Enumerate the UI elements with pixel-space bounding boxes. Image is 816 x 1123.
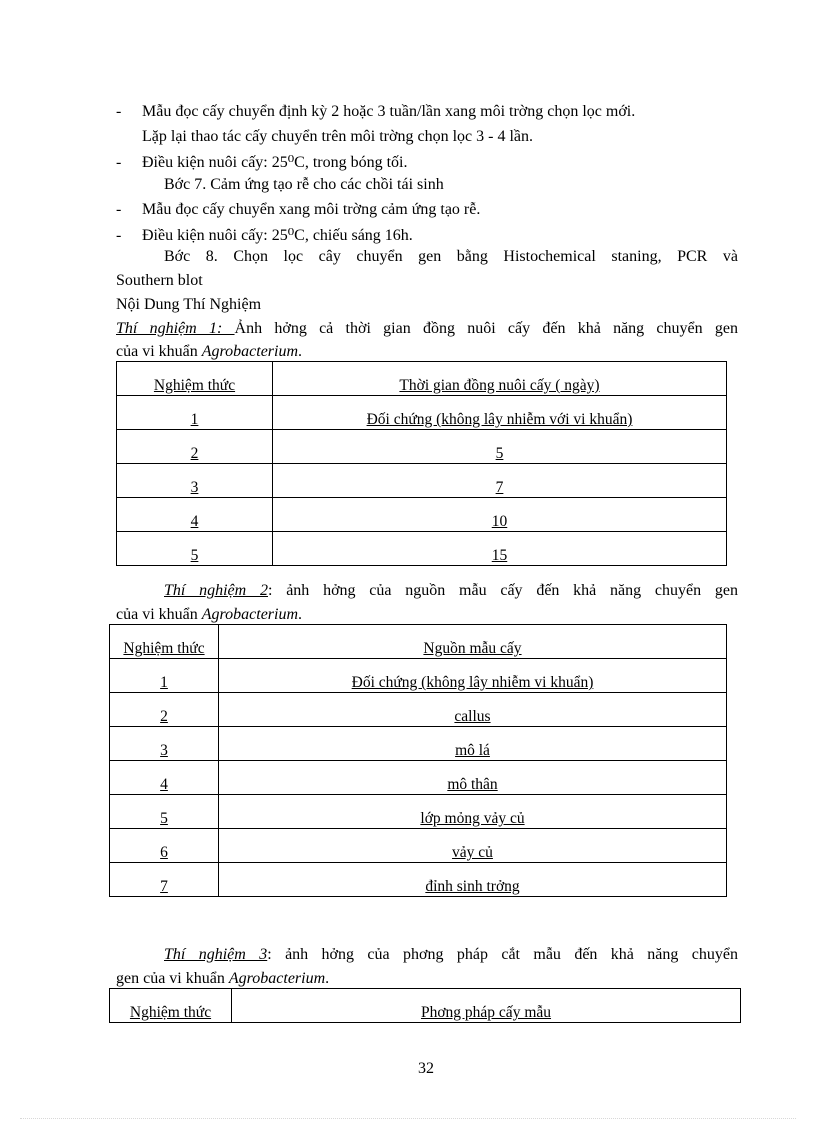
table-cell: 10	[273, 498, 727, 532]
exp2-text2-pre: của vi khuẩn	[116, 606, 202, 623]
table-cell: 2	[117, 430, 273, 464]
exp1-table	[116, 361, 727, 566]
table-row	[117, 464, 727, 498]
table-cell: 3	[110, 727, 219, 761]
exp2-intro-continued	[116, 606, 302, 624]
exp2-text2-post: .	[298, 606, 303, 623]
table-cell: Đối chứng (không lây nhiễm với vi khuẩn)	[273, 396, 727, 430]
table-cell: Đối chứng (không lây nhiễm vi khuẩn)	[219, 659, 727, 693]
exp2-intro	[164, 582, 738, 600]
table-cell: 2	[110, 693, 219, 727]
table-cell: 1	[110, 659, 219, 693]
section-heading: Nội Dung Thí Nghiệm	[116, 296, 262, 313]
table-cell: mô thân	[219, 761, 727, 795]
bullet-text-continued: Lặp lại thao tác cấy chuyển trên môi trờng chọn lọc 3 - 4 lần.	[142, 128, 533, 145]
bullet-item	[116, 103, 635, 121]
page-number: 32	[418, 1060, 434, 1077]
table-cell: 7	[110, 863, 219, 897]
bullet-dash: -	[116, 103, 122, 120]
exp3-organism: Agrobacterium	[228, 970, 326, 987]
step-7-heading: Bớc 7. Cảm ứng tạo rễ cho các chồi tái sinh	[164, 176, 444, 193]
bullet-dash: -	[116, 201, 122, 218]
table-header-cell: Phơng pháp cấy mẫu	[232, 989, 741, 1023]
table-cell: 5	[117, 532, 273, 566]
table-header-row	[110, 989, 741, 1023]
exp2-table	[109, 624, 727, 897]
table-cell: 15	[273, 532, 727, 566]
table-row	[110, 761, 727, 795]
table-row	[110, 693, 727, 727]
exp1-organism: Agrobacterium	[201, 343, 299, 360]
table-header-cell: Thời gian đồng nuôi cấy ( ngày)	[273, 362, 727, 396]
exp3-table	[109, 988, 741, 1023]
table-cell: 4	[117, 498, 273, 532]
exp2-text: : ảnh hởng của nguồn mẫu cấy đến khả năng chuyển gen	[267, 582, 738, 599]
table-cell: 5	[273, 430, 727, 464]
exp2-organism: Agrobacterium	[201, 606, 299, 623]
exp1-text: Ảnh hởng cả thời gian đồng nuôi cấy đến khả năng chuyển gen	[234, 320, 738, 337]
exp1-text2-post: .	[298, 343, 303, 360]
bullet-item	[116, 201, 480, 219]
exp2-label: Thí nghiệm 2	[164, 582, 268, 599]
table-row	[117, 430, 727, 464]
bullet-text: Mẫu đọc cấy chuyển định kỳ 2 hoặc 3 tuần/lần xang môi trờng chọn lọc mới.	[142, 103, 636, 120]
table-cell: 5	[110, 795, 219, 829]
table-cell: đỉnh sinh trởng	[219, 863, 727, 897]
table-cell: vảy củ	[219, 829, 727, 863]
table-row	[110, 727, 727, 761]
table-cell: lớp mỏng vảy củ	[219, 795, 727, 829]
table-cell: 7	[273, 464, 727, 498]
footer-divider	[20, 1118, 796, 1119]
bullet-text: Điều kiện nuôi cấy: 25⁰C, trong bóng tối.	[142, 154, 408, 171]
table-row	[110, 659, 727, 693]
table-row	[110, 795, 727, 829]
table-cell: 3	[117, 464, 273, 498]
exp3-text2-pre: gen của vi khuẩn	[116, 970, 229, 987]
exp1-label: Thí nghiệm 1:	[116, 320, 235, 337]
bullet-text: Mẫu đọc cấy chuyển xang môi trờng cảm ứng tạo rễ.	[142, 201, 481, 218]
table-cell: callus	[219, 693, 727, 727]
exp1-intro	[116, 320, 738, 338]
table-row	[117, 532, 727, 566]
exp3-text: : ảnh hởng của phơng pháp cắt mẫu đến khả năng chuyển	[267, 946, 738, 963]
bullet-dash: -	[116, 227, 122, 244]
step-8-heading-continued: Southern blot	[116, 272, 203, 289]
exp3-intro-continued	[116, 970, 329, 988]
table-cell: 1	[117, 396, 273, 430]
exp1-text2-pre: của vi khuẩn	[116, 343, 202, 360]
table-row	[117, 396, 727, 430]
table-cell: 4	[110, 761, 219, 795]
table-header-row	[110, 625, 727, 659]
table-cell: mô lá	[219, 727, 727, 761]
exp1-intro-continued	[116, 343, 302, 361]
table-header-row	[117, 362, 727, 396]
exp3-text2-post: .	[325, 970, 330, 987]
exp3-intro	[164, 946, 738, 964]
table-row	[110, 829, 727, 863]
bullet-item	[116, 225, 413, 245]
table-header-cell: Nghiệm thức	[110, 989, 232, 1023]
table-header-cell: Nghiệm thức	[117, 362, 273, 396]
table-header-cell: Nguồn mẫu cấy	[219, 625, 727, 659]
table-header-cell: Nghiệm thức	[110, 625, 219, 659]
table-row	[117, 498, 727, 532]
bullet-dash: -	[116, 154, 122, 171]
exp3-label: Thí nghiệm 3	[164, 946, 268, 963]
step-8-heading: Bớc 8. Chọn lọc cây chuyển gen bằng Histochemical staning, PCR và	[164, 248, 738, 265]
table-row	[110, 863, 727, 897]
table-cell: 6	[110, 829, 219, 863]
bullet-item	[116, 152, 408, 172]
bullet-text: Điều kiện nuôi cấy: 25⁰C, chiếu sáng 16h.	[142, 227, 413, 244]
